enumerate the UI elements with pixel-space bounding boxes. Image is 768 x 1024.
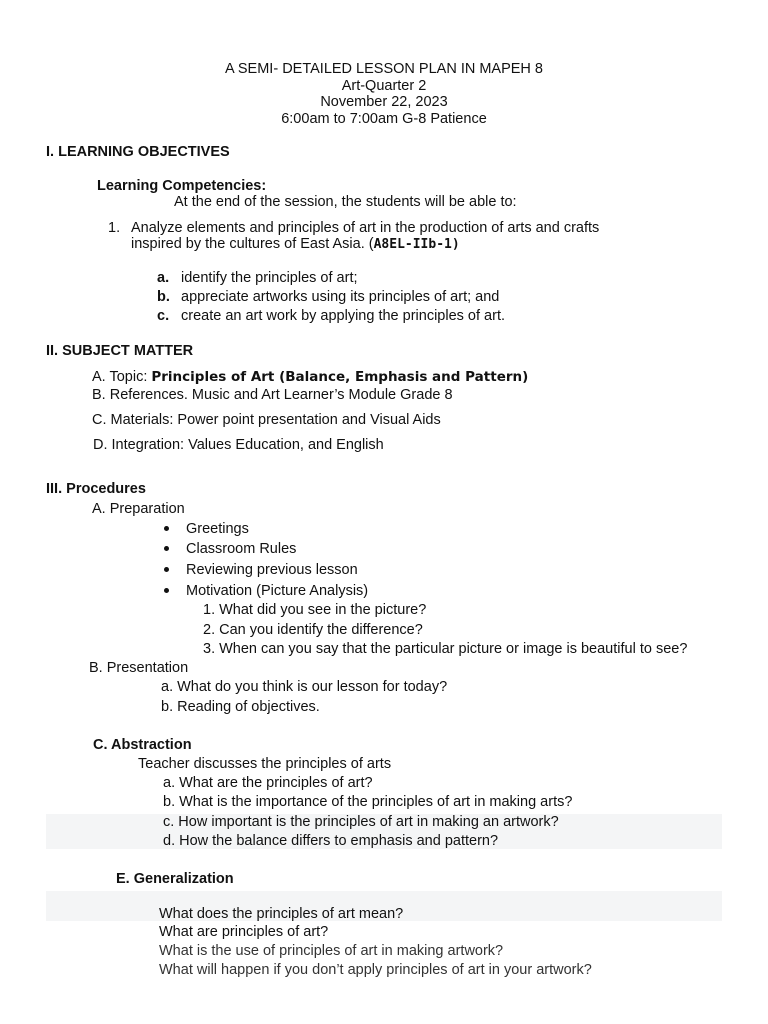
generalization-heading: E. Generalization — [116, 871, 234, 887]
objectives-intro: At the end of the session, the students will be able to: — [174, 194, 517, 210]
presentation-heading: B. Presentation — [89, 660, 189, 676]
topic-prefix: A. Topic: — [92, 369, 152, 385]
generalization-item: What are principles of art? — [159, 924, 329, 940]
preparation-bullet: Reviewing previous lesson — [186, 562, 358, 578]
sub-objective-marker: a. — [157, 270, 170, 286]
motivation-question: 3. When can you say that the particular picture or image is beautiful to see? — [203, 641, 688, 657]
generalization-item: What is the use of principles of art in making artwork? — [159, 943, 504, 959]
preparation-bullet: Greetings — [186, 521, 249, 537]
sub-objective: appreciate artworks using its principles of art; and — [181, 289, 500, 305]
generalization-item: What does the principles of art mean? — [159, 906, 404, 922]
bullet-icon — [164, 567, 169, 572]
bullet-icon — [164, 526, 169, 531]
motivation-question: 1. What did you see in the picture? — [203, 602, 427, 618]
objective-code: A8EL-IIb-1) — [373, 237, 460, 252]
abstraction-item: a. What are the principles of art? — [163, 775, 373, 791]
abstraction-intro: Teacher discusses the principles of arts — [138, 756, 392, 772]
preparation-bullet: Classroom Rules — [186, 541, 297, 557]
sub-objective: identify the principles of art; — [181, 270, 358, 286]
topic-title: Principles of Art (Balance, Emphasis and Pattern) — [151, 369, 529, 385]
motivation-question: 2. Can you identify the difference? — [203, 622, 423, 638]
abstraction-heading: C. Abstraction — [93, 737, 192, 753]
bullet-icon — [164, 588, 169, 593]
presentation-item: b. Reading of objectives. — [161, 699, 320, 715]
topic-line — [92, 370, 528, 385]
materials-line: C. Materials: Power point presentation and Visual Aids — [92, 412, 441, 428]
section-heading-subject-matter: II. SUBJECT MATTER — [46, 343, 194, 359]
objective-line-2-text: inspired by the cultures of East Asia. ( — [131, 236, 374, 252]
sub-objective-marker: c. — [157, 308, 170, 324]
objective-line-1: Analyze elements and principles of art in the production of arts and crafts — [131, 220, 600, 236]
presentation-item: a. What do you think is our lesson for today? — [161, 679, 448, 695]
preparation-heading: A. Preparation — [92, 501, 185, 517]
generalization-item: What will happen if you don’t apply principles of art in your artwork? — [159, 962, 592, 978]
document-subject: Art-Quarter 2 — [341, 78, 427, 94]
preparation-bullet: Motivation (Picture Analysis) — [186, 583, 369, 599]
document-schedule: 6:00am to 7:00am G-8 Patience — [281, 111, 487, 127]
objective-number: 1. — [108, 220, 121, 236]
objective-line-2 — [131, 237, 460, 252]
document-title: A SEMI- DETAILED LESSON PLAN IN MAPEH 8 — [224, 61, 544, 77]
sub-objective-marker: b. — [157, 289, 170, 305]
sub-objective: create an art work by applying the principles of art. — [181, 308, 505, 324]
abstraction-item: d. How the balance differs to emphasis and pattern? — [163, 833, 499, 849]
competencies-label: Learning Competencies: — [97, 178, 267, 194]
abstraction-item: b. What is the importance of the principles of art in making arts? — [163, 794, 573, 810]
abstraction-item: c. How important is the principles of art in making an artwork? — [163, 814, 559, 830]
document-date: November 22, 2023 — [320, 94, 448, 110]
integration-line: D. Integration: Values Education, and English — [93, 437, 384, 453]
references-line: B. References. Music and Art Learner’s Module Grade 8 — [92, 387, 453, 403]
bullet-icon — [164, 546, 169, 551]
section-heading-objectives: I. LEARNING OBJECTIVES — [46, 144, 230, 160]
section-heading-procedures: III. Procedures — [46, 481, 146, 497]
